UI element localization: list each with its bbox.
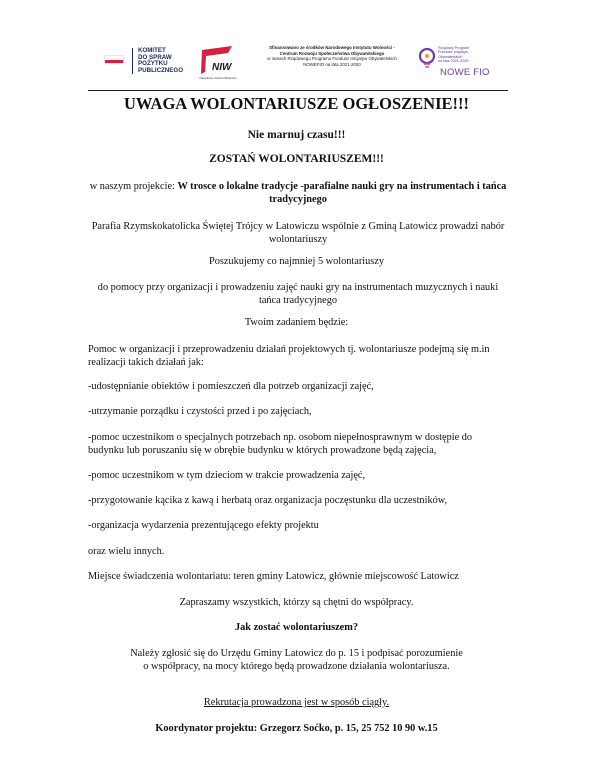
invite-paragraph: Zapraszamy wszystkich, którzy są chętni do współpracy. <box>179 597 414 608</box>
komitet-line: POŻYTKU <box>138 60 168 68</box>
intro-paragraph: Pomoc w organizacji i przeprowadzeniu działań projektowych tj. wolontariusze podejmą się m.in realizacji takich działań jak: <box>88 344 490 368</box>
task-item: -udostępnianie obiektów i pomieszczeń dla potrzeb organizacji zajęć, <box>88 381 374 392</box>
how-heading: Jak zostać wolontariuszem? <box>235 622 358 633</box>
place-paragraph: Miejsce świadczenia wolontariatu: teren gminy Latowicz, głównie miejscowość Latowicz <box>88 571 459 582</box>
funding-line: NOWEFIO na lata 2021-2030 <box>303 61 361 67</box>
seeking-paragraph: Poszukujemy co najmniej 5 wolontariuszy <box>208 256 385 267</box>
continuous-recruitment: Rekrutacja prowadzona jest w sposób ciągły. <box>203 697 390 708</box>
fio-line: Fundusz Inicjatyw <box>438 50 469 55</box>
project-paragraph <box>88 181 508 206</box>
niw-label: NIW <box>212 62 232 73</box>
funding-line: Centrum Rozwoju Społeczeństwa Obywatelskiego <box>279 50 385 56</box>
komitet-logo <box>132 48 183 74</box>
task-item: -pomoc uczestnikom o specjalnych potrzebach np. osobom niepełnosprawnym w dostępie do budynku lub poruszaniu się w obrębie budynku w których prowadzone będą zajęcia, <box>88 432 473 456</box>
komitet-line: KOMITET <box>138 47 166 54</box>
task-item: -utrzymanie porządku i czystości przed i po zajęciach, <box>88 406 312 417</box>
task-heading: Twoim zadaniem będzie: <box>244 317 349 328</box>
and-more: oraz wielu innych. <box>88 546 165 557</box>
project-prefix: w naszym projekcie: <box>89 181 178 192</box>
niw-logo <box>198 44 238 82</box>
funding-note <box>248 45 416 67</box>
niw-subtitle: Narodowy Instytut Wolności <box>199 76 237 80</box>
header-divider <box>88 90 508 91</box>
fio-brand: NOWE FIO <box>440 67 490 78</box>
fio-line: Rządowy Program <box>438 46 470 50</box>
fio-line: Obywatelskich <box>438 54 463 59</box>
page-title: UWAGA WOLONTARIUSZE OGŁOSZENIE!!! <box>123 94 470 113</box>
how-line-2: o współpracy, na mocy którego będą prowadzone działania wolontariusza. <box>143 661 450 672</box>
organizer-paragraph: Parafia Rzymskokatolicka Świętej Trójcy w Latowiczu wspólnie z Gminą Latowicz prowadzi nabór wolontariuszy <box>91 221 505 245</box>
funding-line: w ramach Rządowego Programu Fundusz Inicjatyw Obywatelskich <box>267 56 397 62</box>
komitet-line: PUBLICZNEGO <box>138 66 184 74</box>
fio-line: na lata 2021-2030 <box>438 59 469 64</box>
how-line-1: Należy zgłosić się do Urzędu Gminy Latowicz do p. 15 i podpisać porozumienie <box>130 648 463 659</box>
project-name: W trosce o lokalne tradycje -parafialne nauki gry na instrumentach i tańca tradycyjnego <box>177 181 507 205</box>
subtitle-dont-waste-time: Nie marnuj czasu!!! <box>247 129 346 141</box>
coordinator-line: Koordynator projektu: Grzegorz Soćko, p. 15, 25 752 10 90 w.15 <box>155 723 438 734</box>
task-item: -pomoc uczestnikom w tym dzieciom w trakcie prowadzenia zajęć, <box>88 470 366 481</box>
fio-program-text <box>438 46 469 64</box>
subtitle-become-volunteer: ZOSTAŃ WOLONTARIUSZEM!!! <box>209 153 384 165</box>
polish-flag-icon <box>105 56 123 63</box>
funding-line: Sfinansowano ze środków Narodowego Instytutu Wolności - <box>269 45 395 50</box>
help-paragraph: do pomocy przy organizacji i prowadzeniu zajęć nauki gry na instrumentach muzycznych i nauki tańca tradycyjnego <box>97 282 499 306</box>
task-item: -przygotowanie kącika z kawą i herbatą oraz organizacja poczęstunku dla uczestników, <box>88 495 448 506</box>
task-item: -organizacja wydarzenia prezentującego efekty projektu <box>88 520 319 531</box>
komitet-line: DO SPRAW <box>138 53 172 61</box>
